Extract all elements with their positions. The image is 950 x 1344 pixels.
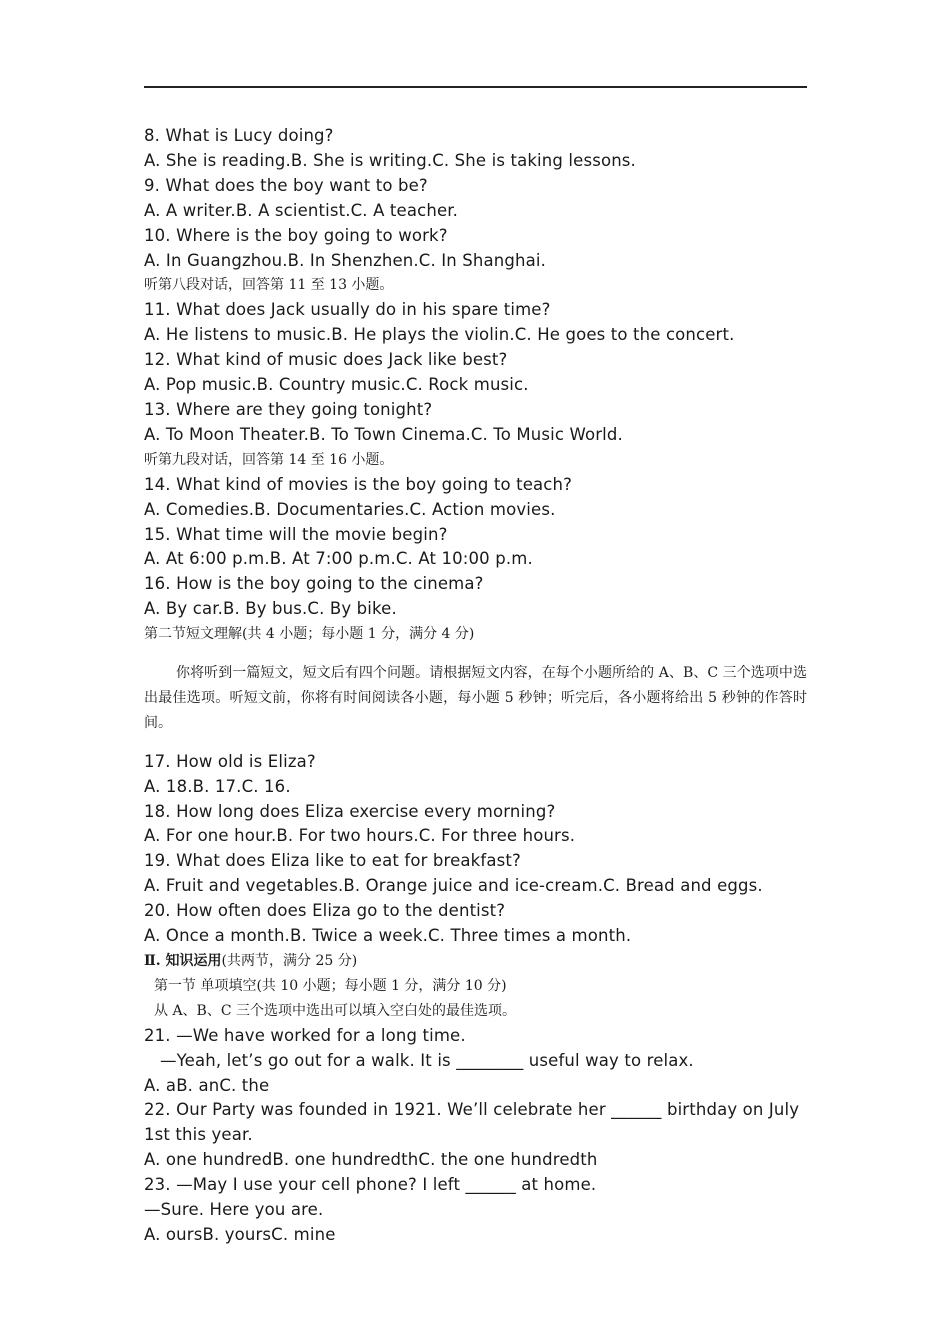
question-16: 16. How is the boy going to the cinema?	[144, 574, 484, 594]
options-23: A. oursB. yoursC. mine	[144, 1224, 336, 1244]
question-13: 13. Where are they going tonight?	[144, 399, 433, 419]
single-choice-instruction: 从 A、B、C 三个选项中选出可以填入空白处的最佳选项。	[154, 1002, 517, 1019]
section-heading-passage: 第二节短文理解(共 4 小题；每小题 1 分，满分 4 分)	[144, 626, 475, 643]
question-12: 12. What kind of music does Jack like best?	[144, 350, 508, 370]
section-instruction-dialog-9: 听第九段对话，回答第 14 至 16 小题。	[144, 451, 394, 468]
options-10: A. In Guangzhou.B. In Shenzhen.C. In Shanghai.	[144, 250, 546, 270]
options-18: A. For one hour.B. For two hours.C. For three hours.	[144, 826, 576, 846]
question-8: 8. What is Lucy doing?	[144, 126, 334, 145]
options-15: A. At 6:00 p.m.B. At 7:00 p.m.C. At 10:00 p.m.	[144, 549, 533, 569]
options-20: A. Once a month.B. Twice a week.C. Three times a month.	[144, 926, 632, 946]
part-heading	[144, 949, 807, 974]
options-21: A. aB. anC. the	[144, 1075, 270, 1095]
options-19: A. Fruit and vegetables.B. Orange juice and ice-cream.C. Bread and eggs.	[144, 876, 763, 896]
question-21: 21. —We have worked for a long time.	[144, 1025, 466, 1045]
question-23: 23. —May I use your cell phone? I left ______ at home.	[144, 1175, 597, 1195]
options-11: A. He listens to music.B. He plays the violin.C. He goes to the concert.	[144, 325, 735, 345]
options-22: A. one hundredB. one hundredthC. the one hundredth	[144, 1150, 598, 1170]
question-20: 20. How often does Eliza go to the dentist?	[144, 901, 506, 921]
options-8: A. She is reading.B. She is writing.C. She is taking lessons.	[144, 150, 636, 170]
document-body	[144, 124, 807, 1248]
question-17: 17. How old is Eliza?	[144, 751, 316, 771]
question-10: 10. Where is the boy going to work?	[144, 225, 448, 245]
question-11: 11. What does Jack usually do in his spare time?	[144, 300, 551, 320]
passage-instructions: 你将听到一篇短文，短文后有四个问题。请根据短文内容，在每个小题所给的 A、B、C 三个选项中选出最佳选项。听短文前，你将有时间阅读各小题，每小题 5 秒钟；听完后，各小题将给出 5 秒钟的作答时间。	[144, 665, 807, 731]
header-rule	[144, 86, 807, 88]
section-heading-single-choice: 第一节 单项填空(共 10 小题；每小题 1 分，满分 10 分)	[154, 977, 507, 994]
part-heading-title: Ⅱ. 知识运用	[144, 953, 222, 969]
question-22: 22. Our Party was founded in 1921. We’ll celebrate her ______ birthday on July 1st this year.	[144, 1100, 805, 1145]
question-21-reply: —Yeah, let’s go out for a walk. It is ________ useful way to relax.	[160, 1050, 694, 1070]
question-9: 9. What does the boy want to be?	[144, 175, 428, 195]
options-17: A. 18.B. 17.C. 16.	[144, 776, 291, 796]
part-heading-score: (共两节，满分 25 分)	[221, 953, 358, 969]
options-9: A. A writer.B. A scientist.C. A teacher.	[144, 200, 459, 220]
section-instruction-dialog-8: 听第八段对话，回答第 11 至 13 小题。	[144, 277, 394, 294]
options-16: A. By car.B. By bus.C. By bike.	[144, 599, 397, 619]
question-14: 14. What kind of movies is the boy going to teach?	[144, 474, 573, 494]
options-12: A. Pop music.B. Country music.C. Rock music.	[144, 375, 529, 395]
question-15: 15. What time will the movie begin?	[144, 524, 448, 544]
question-19: 19. What does Eliza like to eat for breakfast?	[144, 851, 521, 871]
question-18: 18. How long does Eliza exercise every morning?	[144, 801, 556, 821]
options-13: A. To Moon Theater.B. To Town Cinema.C. To Music World.	[144, 424, 623, 444]
question-23-reply: —Sure. Here you are.	[144, 1200, 324, 1220]
options-14: A. Comedies.B. Documentaries.C. Action movies.	[144, 499, 556, 519]
